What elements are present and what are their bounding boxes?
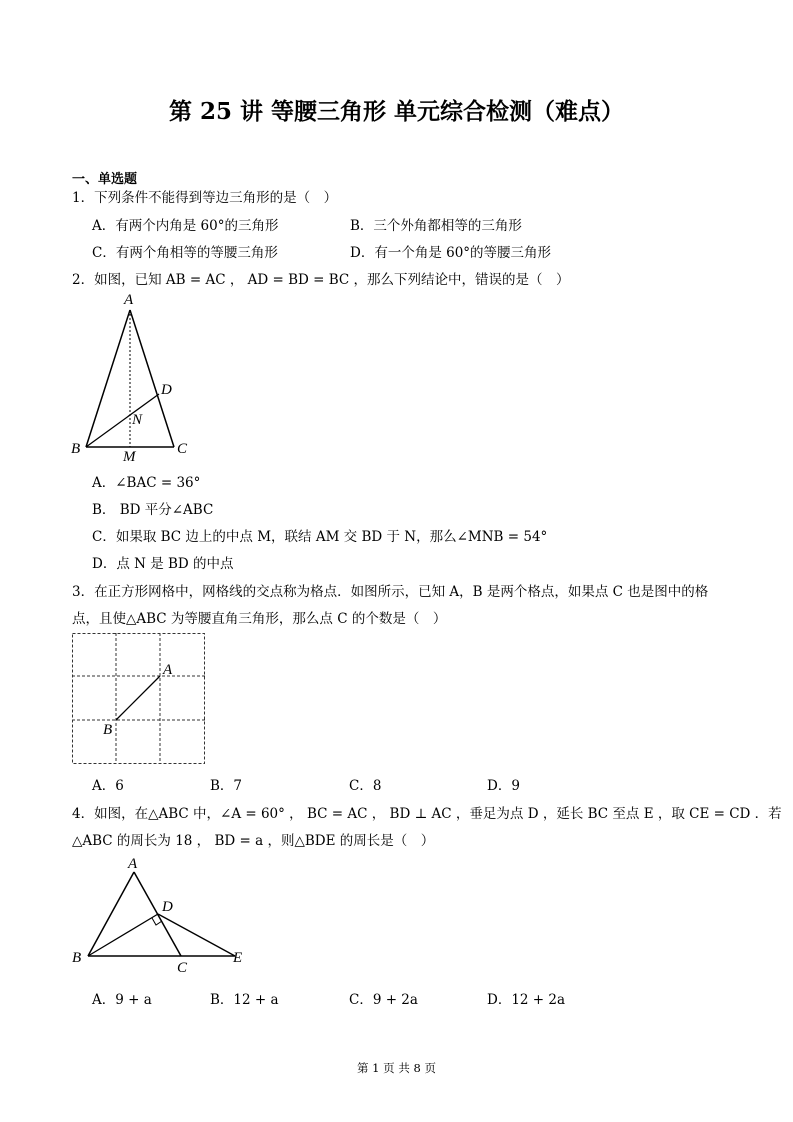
q2-option-a: A．∠BAC = 36° <box>92 475 201 491</box>
question-4-line-1: 4．如图，在△ABC 中，∠A = 60° ， BC = AC ， BD ⊥ AC ，垂足为点 D ，延长 BC 至点 E ，取 CE = CD ．若 <box>72 806 782 822</box>
question-3-line-1: 3．在正方形网格中，网格线的交点称为格点．如图所示，已知 A，B 是两个格点，如果点 C 也是图中的格 <box>72 584 709 600</box>
q3-option-c: C．8 <box>349 778 382 794</box>
q2-label-m: M <box>123 449 136 465</box>
q4-option-b: B．12 + a <box>210 992 279 1008</box>
q4-label-e: E <box>233 950 243 966</box>
q2-label-a: A <box>124 292 134 308</box>
q4-option-c: C．9 + 2a <box>349 992 418 1008</box>
q2-label-n: N <box>132 412 143 428</box>
q1-option-c: C．有两个角相等的等腰三角形 <box>92 245 278 261</box>
q1-option-a: A．有两个内角是 60°的三角形 <box>92 218 279 234</box>
q4-label-c: C <box>177 960 188 976</box>
question-4-line-2: △ABC 的周长为 18 ， BD = a ，则△BDE 的周长是（ ） <box>72 833 435 849</box>
q3-option-b: B．7 <box>210 778 243 794</box>
q4-triangle-figure <box>68 852 258 977</box>
q3-label-a: A <box>163 662 173 678</box>
q3-option-a: A．6 <box>92 778 124 794</box>
q2-label-b: B <box>71 441 81 457</box>
page-footer: 第 1 页 共 8 页 <box>357 1061 436 1075</box>
q2-triangle-figure <box>60 290 210 465</box>
q4-option-d: D．12 + 2a <box>487 992 566 1008</box>
question-2-text: 2．如图，已知 AB = AC ， AD = BD = BC ，那么下列结论中，错误的是（ ） <box>72 272 570 288</box>
q1-option-b: B．三个外角都相等的三角形 <box>350 218 522 234</box>
q1-option-d: D．有一个角是 60°的等腰三角形 <box>350 245 552 261</box>
q4-label-a: A <box>128 856 138 872</box>
q3-option-d: D．9 <box>487 778 520 794</box>
q4-label-d: D <box>162 899 173 915</box>
q2-option-b: B． BD 平分∠ABC <box>92 502 214 518</box>
q2-option-c: C．如果取 BC 边上的中点 M，联结 AM 交 BD 于 N，那么∠MNB = 54° <box>92 529 548 545</box>
question-3-line-2: 点，且使△ABC 为等腰直角三角形，那么点 C 的个数是（ ） <box>72 611 447 627</box>
q3-grid-figure <box>72 633 207 766</box>
q2-label-d: D <box>161 382 172 398</box>
page-title: 第 25 讲 等腰三角形 单元综合检测（难点） <box>168 98 625 125</box>
question-1-text: 1．下列条件不能得到等边三角形的是（ ） <box>72 190 338 206</box>
section-heading: 一、单选题 <box>72 172 138 187</box>
q4-label-b: B <box>72 950 82 966</box>
q2-label-c: C <box>177 441 188 457</box>
q3-label-b: B <box>103 722 113 738</box>
q4-option-a: A．9 + a <box>92 992 152 1008</box>
q2-option-d: D．点 N 是 BD 的中点 <box>92 556 234 572</box>
